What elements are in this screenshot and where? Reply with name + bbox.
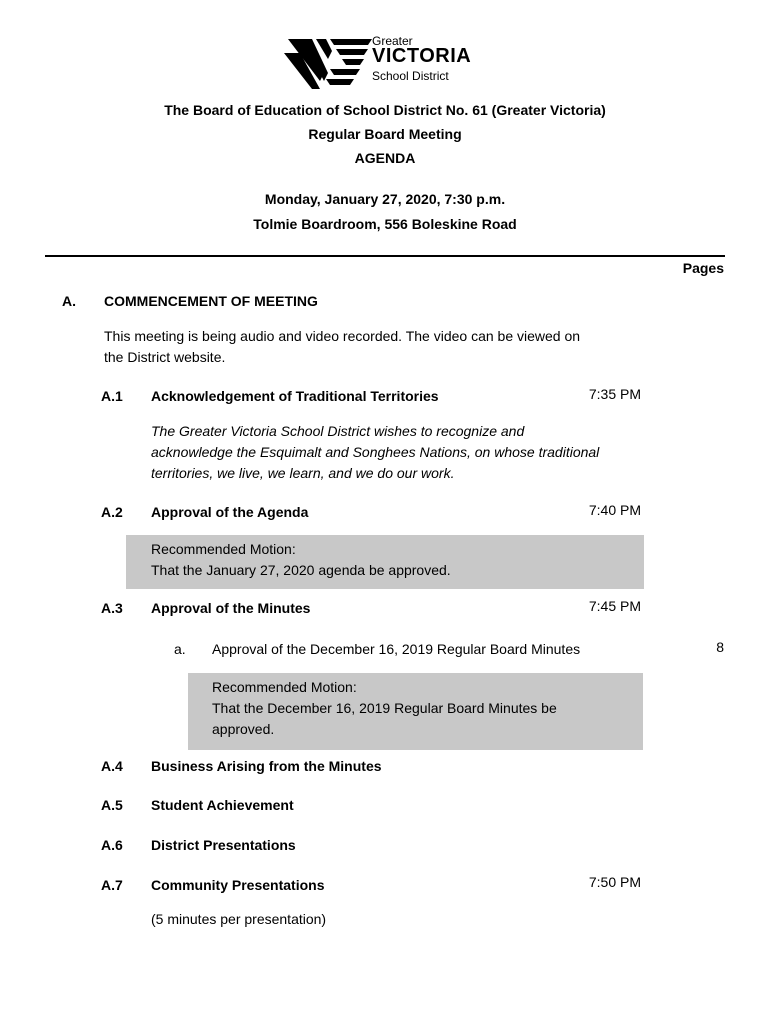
item-number: A.3 xyxy=(101,600,123,616)
section-note-line1: This meeting is being audio and video recorded. The video can be viewed on xyxy=(104,328,581,344)
doc-type-heading: AGENDA xyxy=(354,150,416,166)
section-title: COMMENCEMENT OF MEETING xyxy=(104,293,318,309)
motion-text: approved. xyxy=(212,721,275,737)
item-time: 7:40 PM xyxy=(588,502,641,518)
section-letter: A. xyxy=(62,293,76,309)
item-title: Acknowledgement of Traditional Territories xyxy=(151,388,439,404)
item-description-line: The Greater Victoria School District wishes to recognize and xyxy=(151,423,525,439)
item-title: Business Arising from the Minutes xyxy=(151,758,382,774)
item-title: Community Presentations xyxy=(151,877,325,893)
meeting-location: Tolmie Boardroom, 556 Boleskine Road xyxy=(253,216,517,232)
meeting-date-time: Monday, January 27, 2020, 7:30 p.m. xyxy=(264,191,506,207)
meeting-type: Regular Board Meeting xyxy=(308,126,462,142)
item-number: A.5 xyxy=(101,797,123,813)
motion-text: That the January 27, 2020 agenda be approved. xyxy=(151,562,451,578)
item-description-line: acknowledge the Esquimalt and Songhees Nations, on whose traditional xyxy=(151,444,600,460)
logo-greater-text: Greater xyxy=(372,34,413,48)
item-time: 7:50 PM xyxy=(588,874,641,890)
sub-item-letter: a. xyxy=(174,641,186,657)
item-number: A.7 xyxy=(101,877,123,893)
sub-item-page-number: 8 xyxy=(716,639,724,655)
section-note-line2: the District website. xyxy=(104,349,226,365)
item-number: A.6 xyxy=(101,837,123,853)
item-note: (5 minutes per presentation) xyxy=(151,911,327,927)
item-title: Student Achievement xyxy=(151,797,294,813)
header-divider xyxy=(45,255,725,257)
logo-victoria-text: VICTORIA xyxy=(372,45,472,67)
item-title: Approval of the Agenda xyxy=(151,504,309,520)
item-title: Approval of the Minutes xyxy=(151,600,311,616)
item-time: 7:35 PM xyxy=(588,386,641,402)
motion-label: Recommended Motion: xyxy=(151,541,296,557)
motion-text: That the December 16, 2019 Regular Board Minutes be xyxy=(212,700,557,716)
item-number: A.4 xyxy=(101,758,123,774)
pages-column-label: Pages xyxy=(682,260,724,276)
recommended-motion-box xyxy=(126,535,644,589)
motion-label: Recommended Motion: xyxy=(212,679,357,695)
sub-item-title: Approval of the December 16, 2019 Regular Board Minutes xyxy=(212,641,581,657)
item-title: District Presentations xyxy=(151,837,296,853)
logo-school-district-text: School District xyxy=(372,69,449,83)
item-description-line: territories, we live, we learn, and we do our work. xyxy=(151,465,455,481)
item-number: A.1 xyxy=(101,388,123,404)
document-title: The Board of Education of School District No. 61 (Greater Victoria) xyxy=(164,102,606,118)
recommended-motion-box xyxy=(188,673,643,750)
item-time: 7:45 PM xyxy=(588,598,641,614)
item-number: A.2 xyxy=(101,504,123,520)
